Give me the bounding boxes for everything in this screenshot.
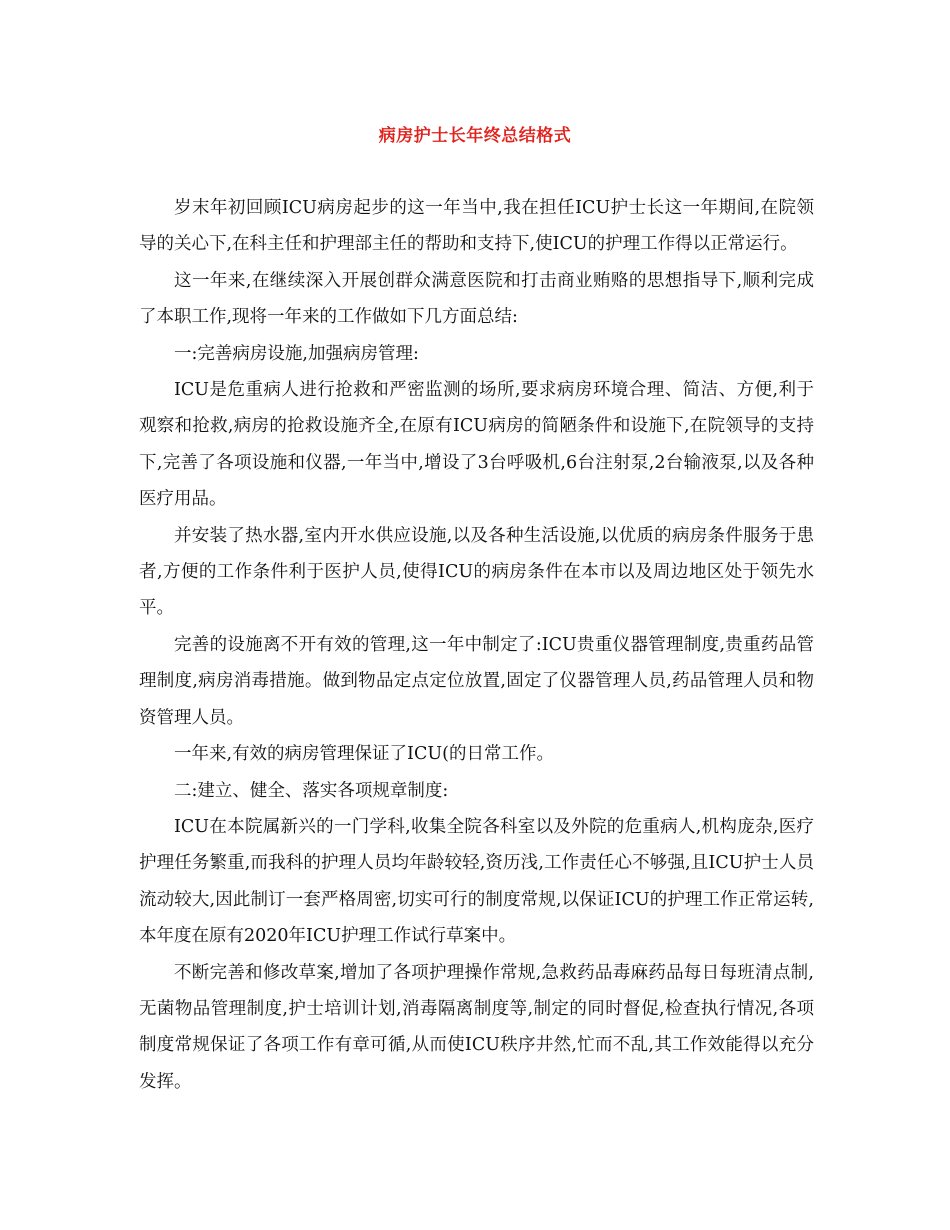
paragraph-improvements: 不断完善和修改草案,增加了各项护理操作常规,急救药品毒麻药品每日每班清点制,无菌物品管理制度,护士培训计划,消毒隔离制度等,制定的同时督促,检查执行情况,各项制度常规保证了各项工作有章可循,从而使ICU秩序井然,忙而不乱,其工作效能得以充分发挥。 xyxy=(139,962,814,1092)
section-heading-1: 一:完善病房设施,加强病房管理: xyxy=(174,343,419,364)
document-title: 病房护士长年终总结格式 xyxy=(378,126,572,146)
paragraph-overview: 这一年来,在继续深入开展创群众满意医院和打击商业贿赂的思想指导下,顺利完成了本职工作,现将一年来的工作做如下几方面总结: xyxy=(139,270,814,328)
paragraph-facilities: ICU是危重病人进行抢救和严密监测的场所,要求病房环境合理、简洁、方便,利于观察和抢救,病房的抢救设施齐全,在原有ICU病房的简陋条件和设施下,在院领导的支持下,完善了各项设施和仪器,一年当中,增设了3台呼吸机,6台注射泵,2台输液泵,以及各种医疗用品。 xyxy=(139,380,814,510)
paragraph-intro: 岁末年初回顾ICU病房起步的这一年当中,我在担任ICU护士长这一年期间,在院领导的关心下,在科主任和护理部主任的帮助和支持下,使ICU的护理工作得以正常运行。 xyxy=(139,198,814,255)
paragraph-amenities: 并安装了热水器,室内开水供应设施,以及各种生活设施,以优质的病房条件服务于患者,方便的工作条件利于医护人员,使得ICU的病房条件在本市以及周边地区处于领先水平。 xyxy=(139,525,814,619)
paragraph-regulations: ICU在本院属新兴的一门学科,收集全院各科室以及外院的危重病人,机构庞杂,医疗护理任务繁重,而我科的护理人员均年龄较轻,资历浅,工作责任心不够强,且ICU护士人员流动较大,因此制订一套严格周密,切实可行的制度常规,以保证ICU的护理工作正常运转,本年度在原有2020年ICU护理工作试行草案中。 xyxy=(139,816,814,947)
document-body xyxy=(139,190,814,1100)
paragraph-management: 完善的设施离不开有效的管理,这一年中制定了:ICU贵重仪器管理制度,贵重药品管理制度,病房消毒措施。做到物品定点定位放置,固定了仪器管理人员,药品管理人员和物资管理人员。 xyxy=(139,634,814,728)
paragraph-management-result: 一年来,有效的病房管理保证了ICU(的日常工作。 xyxy=(174,744,554,765)
section-heading-2: 二:建立、健全、落实各项规章制度: xyxy=(174,780,449,801)
